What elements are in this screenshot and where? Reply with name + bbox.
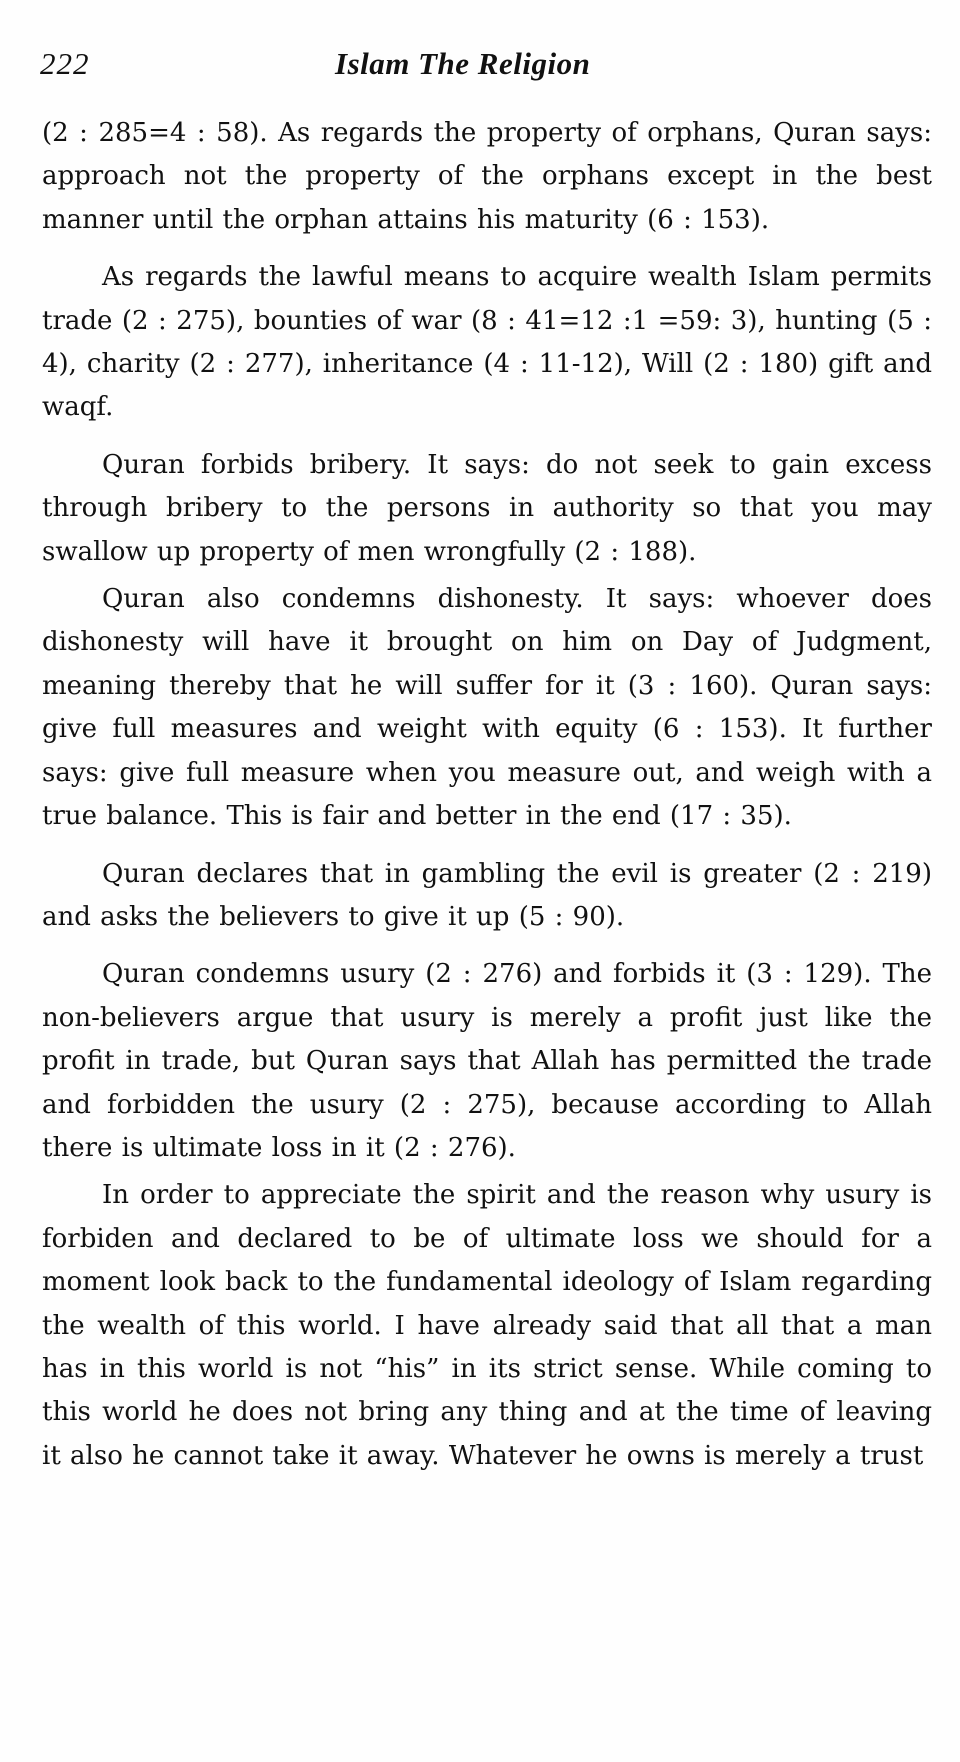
body-text <box>42 112 932 1478</box>
paragraph-orphans: (2 : 285=4 : 58). As regards the property of orphans, Quran says: approach not the property of the orphans except in the best manner until the orphan attains his maturity (6 : 153). <box>42 118 932 235</box>
paragraph-dishonesty: Quran also condemns dishonesty. It says: whoever does dishonesty will have it brought on him on Day of Judgment, meaning thereby that he will suffer for it (3 : 160). Quran says: give full measures and weight with equity (6 : 153). It further says: give full measure when you measure out, and weigh with a true balance. This is fair and better in the end (17 : 35). <box>42 584 932 832</box>
running-title: Islam The Religion <box>335 46 591 81</box>
paragraph-lawful-means: As regards the lawful means to acquire wealth Islam permits trade (2 : 275), bounties of war (8 : 41=12 :1 =59: 3), hunting (5 : 4), charity (2 : 277), inheritance (4 : 11-12), Will (2 : 180) gift and waqf. <box>42 262 932 423</box>
paragraph-bribery: Quran forbids bribery. It says: do not seek to gain excess through bribery to the persons in authority so that you may swallow up property of men wrongfully (2 : 188). <box>42 449 932 567</box>
page-number: 222 <box>40 46 90 81</box>
page-header <box>40 46 940 96</box>
paragraph-usury: Quran condemns usury (2 : 276) and forbids it (3 : 129). The non-believers argue that usury is merely a profit just like the profit in trade, but Quran says that Allah has permitted the trade and forbidden the usury (2 : 275), because according to Allah there is ultimate loss in it (2 : 276). <box>42 959 932 1163</box>
paragraph-wealth-ideology: In order to appreciate the spirit and the reason why usury is forbiden and declared to be of ultimate loss we should for a moment look back to the fundamental ideology of Islam regarding the wealth of this world. I have already said that all that a man has in this world is not “his” in its strict sense. While coming to this world he does not bring any thing and at the time of leaving it also he cannot take it away. Whatever he owns is merely a trust <box>42 1180 932 1471</box>
paragraph-gambling: Quran declares that in gambling the evil is greater (2 : 219) and asks the believers to give it up (5 : 90). <box>42 858 932 932</box>
